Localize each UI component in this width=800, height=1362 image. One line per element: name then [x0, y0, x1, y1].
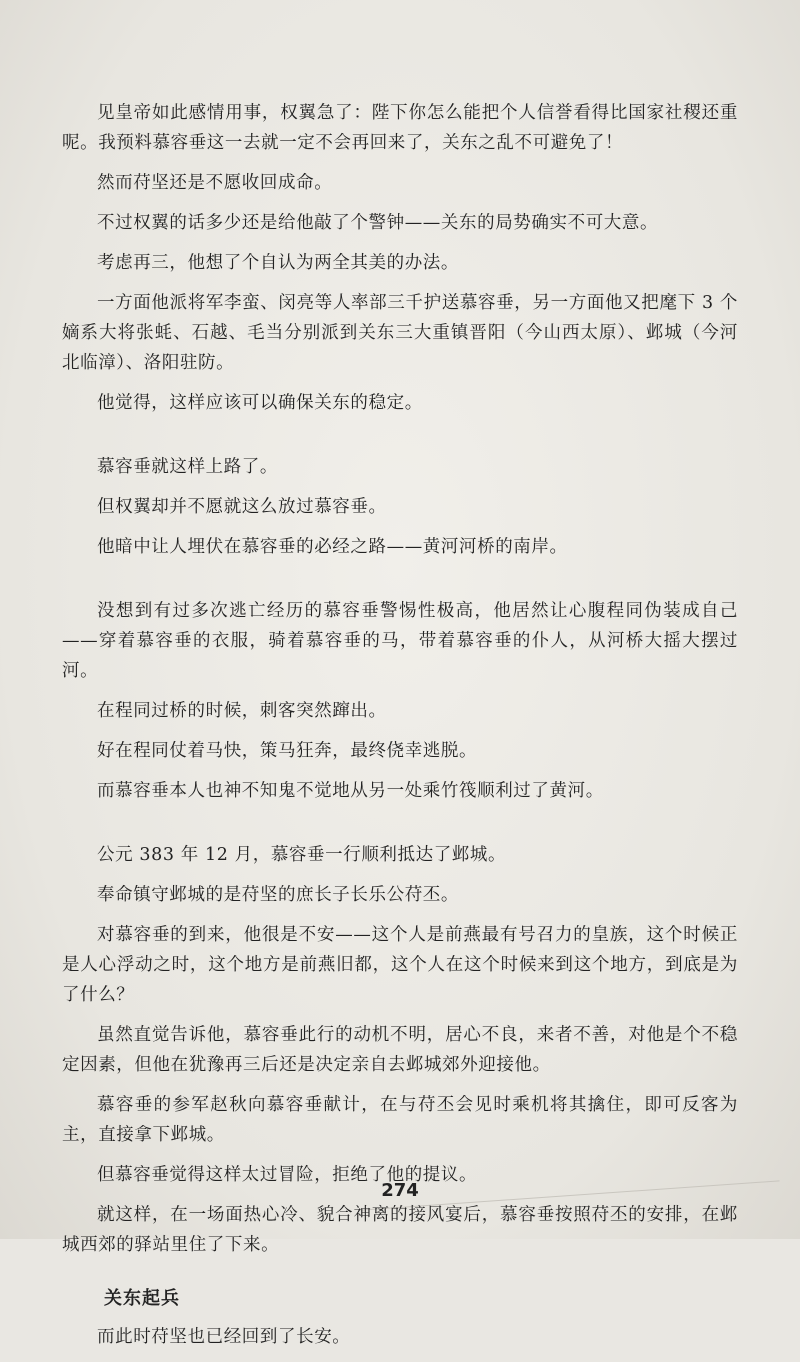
section-gap: [62, 428, 738, 452]
paragraph: 而此时苻坚也已经回到了长安。: [97, 1327, 351, 1347]
paragraph: 就这样，在一场面热心冷、貌合神离的接风宴后，慕容垂按照苻丕的安排，在邺城西郊的驿站里住了下来。: [62, 1205, 738, 1255]
paragraph: 不过权翼的话多少还是给他敲了个警钟——关东的局势确实不可大意。: [97, 213, 659, 233]
paragraph: 奉命镇守邺城的是苻坚的庶长子长乐公苻丕。: [97, 885, 459, 905]
paragraph: 一方面他派将军李蛮、闵亮等人率部三千护送慕容垂，另一方面他又把麾下 3 个嫡系大将张蚝、石越、毛当分别派到关东三大重镇晋阳（今山西太原）、邺城（今河北临漳）、洛阳驻防。: [62, 293, 738, 373]
paragraph: 而慕容垂本人也神不知鬼不觉地从另一处乘竹筏顺利过了黄河。: [97, 781, 604, 801]
paragraph: 考虑再三，他想了个自认为两全其美的办法。: [97, 253, 459, 273]
section-gap: [62, 816, 738, 840]
section-heading: 关东起兵: [104, 1288, 180, 1309]
paragraph: 虽然直觉告诉他，慕容垂此行的动机不明，居心不良，来者不善，对他是个不稳定因素，但他在犹豫再三后还是决定亲自去邺城郊外迎接他。: [62, 1025, 738, 1075]
paragraph: 慕容垂的参军赵秋向慕容垂献计，在与苻丕会见时乘机将其擒住，即可反客为主，直接拿下邺城。: [62, 1095, 738, 1145]
paragraph: 他暗中让人埋伏在慕容垂的必经之路——黄河河桥的南岸。: [97, 537, 568, 557]
paragraph: 公元 383 年 12 月，慕容垂一行顺利抵达了邺城。: [97, 845, 507, 865]
paragraph: 没想到有过多次逃亡经历的慕容垂警惕性极高，他居然让心腹程同伪装成自己——穿着慕容垂的衣服，骑着慕容垂的马，带着慕容垂的仆人，从河桥大摇大摆过河。: [62, 601, 738, 681]
paragraph: 他觉得，这样应该可以确保关东的稳定。: [97, 393, 423, 413]
paragraph: 但权翼却并不愿就这么放过慕容垂。: [97, 497, 387, 517]
page-body: [62, 98, 738, 1362]
section-gap: [62, 572, 738, 596]
paragraph: 但慕容垂觉得这样太过冒险，拒绝了他的提议。: [97, 1165, 478, 1185]
paragraph: 然而苻坚还是不愿收回成命。: [97, 173, 333, 193]
paragraph: 在程同过桥的时候，刺客突然蹿出。: [97, 701, 387, 721]
paragraph: 对慕容垂的到来，他很是不安——这个人是前燕最有号召力的皇族，这个时候正是人心浮动之时，这个地方是前燕旧都，这个人在这个时候来到这个地方，到底是为了什么？: [62, 925, 738, 1005]
page-number: 274: [381, 1180, 419, 1201]
paragraph: 慕容垂就这样上路了。: [97, 457, 278, 477]
paragraph: 见皇帝如此感情用事，权翼急了：陛下你怎么能把个人信誉看得比国家社稷还重呢。我预料慕容垂这一去就一定不会再回来了，关东之乱不可避免了！: [62, 103, 738, 153]
paragraph: 好在程同仗着马快，策马狂奔，最终侥幸逃脱。: [97, 741, 478, 761]
